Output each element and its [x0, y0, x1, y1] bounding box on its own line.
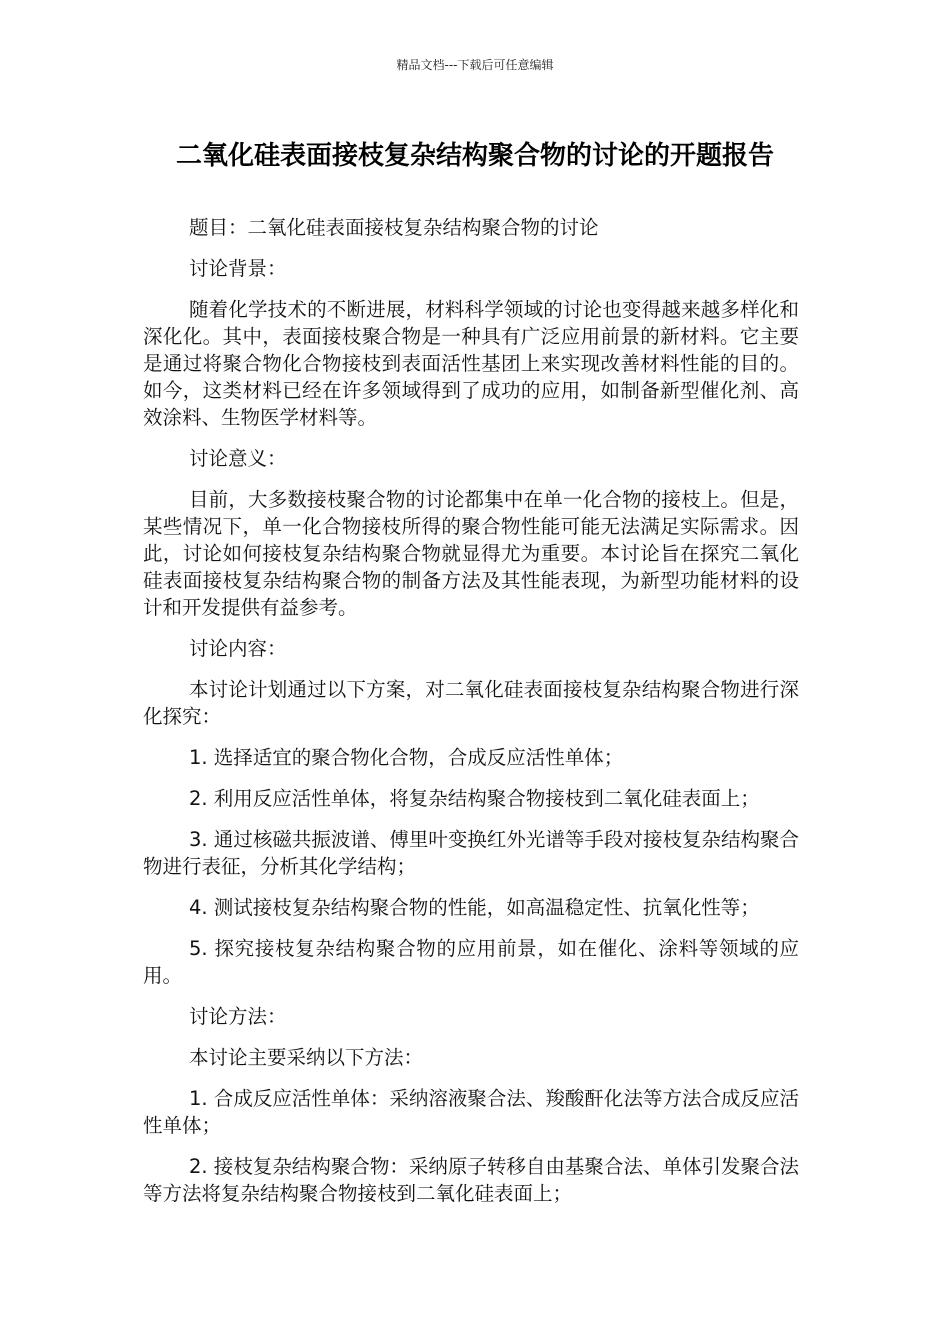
heading-significance: 讨论意义：: [189, 447, 287, 470]
list-item-method-1: 1. 合成反应活性单体：采纳溶液聚合法、羧酸酐化法等方法合成反应活性单体；: [143, 1087, 799, 1137]
paragraph-methods-intro: 本讨论主要采纳以下方法：: [189, 1046, 424, 1069]
paragraph-significance: 目前，大多数接枝聚合物的讨论都集中在单一化合物的接枝上。但是，某些情况下，单一化合物接枝所得的聚合物性能可能无法满足实际需求。因此，讨论如何接枝复杂结构聚合物就显得尤为重要。本讨论旨在探究二氧化硅表面接枝复杂结构聚合物的制备方法及其性能表现，为新型功能材料的设计和开发提供有益参考。: [143, 488, 799, 619]
heading-content: 讨论内容：: [189, 637, 287, 660]
list-item-method-2: 2. 接枝复杂结构聚合物：采纳原子转移自由基聚合法、单体引发聚合法等方法将复杂结构聚合物接枝到二氧化硅表面上；: [143, 1155, 799, 1205]
heading-background: 讨论背景：: [189, 257, 287, 280]
page-header: 精品文档---下载后可任意编辑: [396, 58, 554, 72]
paragraph-content-intro: 本讨论计划通过以下方案，对二氧化硅表面接枝复杂结构聚合物进行深化探究：: [143, 678, 799, 728]
heading-methods: 讨论方法：: [189, 1005, 287, 1028]
list-item-content-1: 1. 选择适宜的聚合物化合物，合成反应活性单体；: [189, 746, 624, 769]
list-item-content-4: 4. 测试接枝复杂结构聚合物的性能，如高温稳定性、抗氧化性等；: [189, 896, 760, 919]
list-item-content-5: 5. 探究接枝复杂结构聚合物的应用前景，如在催化、涂料等领域的应用。: [143, 937, 799, 987]
document-body: [143, 214, 799, 1221]
document-title: 二氧化硅表面接枝复杂结构聚合物的讨论的开题报告: [175, 141, 774, 171]
paragraph-topic: 题目：二氧化硅表面接枝复杂结构聚合物的讨论: [189, 216, 599, 239]
list-item-content-3: 3. 通过核磁共振波谱、傅里叶变换红外光谱等手段对接枝复杂结构聚合物进行表征，分析其化学结构；: [143, 828, 799, 878]
list-item-content-2: 2. 利用反应活性单体，将复杂结构聚合物接枝到二氧化硅表面上；: [189, 787, 760, 810]
paragraph-background: 随着化学技术的不断进展，材料科学领域的讨论也变得越来越多样化和深化化。其中，表面接枝聚合物是一种具有广泛应用前景的新材料。它主要是通过将聚合物化合物接枝到表面活性基团上来实现改善材料性能的目的。如今，这类材料已经在许多领域得到了成功的应用，如制备新型催化剂、高效涂料、生物医学材料等。: [143, 298, 799, 429]
